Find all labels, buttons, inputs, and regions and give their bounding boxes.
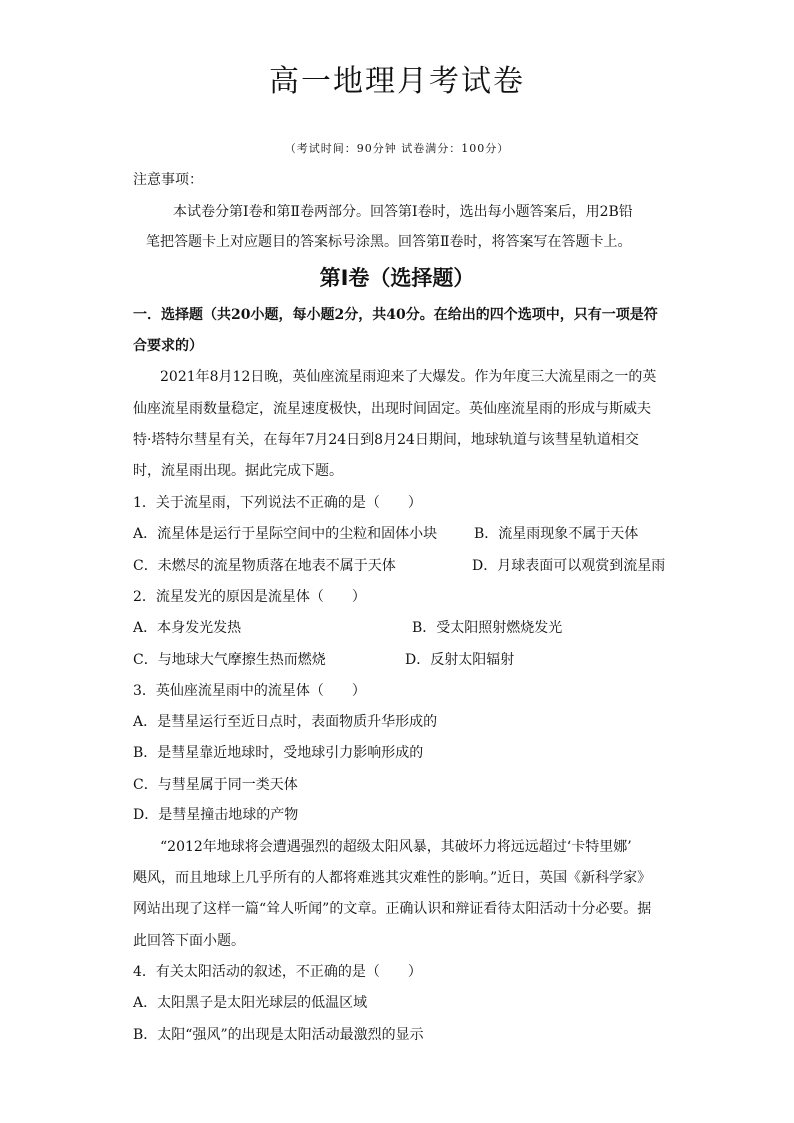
q1-option-a: A．流星体是运行于星际空间中的尘粒和固体小块 [133, 526, 438, 542]
passage1-line-2: 仙座流星雨数量稳定，流星速度极快，出现时间固定。英仙座流星雨的形成与斯威夫 [133, 401, 651, 417]
q3-option-a: A．是彗星运行至近日点时，表面物质升华形成的 [133, 714, 438, 730]
passage2-line-2: 飓风，而且地球上几乎所有的人都将难逃其灾难性的影响。”近日，英国《新科学家》 [133, 870, 652, 886]
section-title: 第Ⅰ卷（选择题） [319, 266, 475, 290]
q3-option-d: D．是彗星撞击地球的产物 [133, 807, 299, 823]
q1-option-b: B．流星雨现象不属于天体 [474, 526, 639, 542]
q1-option-c: C．未燃尽的流星物质落在地表不属于天体 [133, 558, 396, 574]
section-intro-line-1: 一．选择题（共20小题，每小题2分，共40分。在给出的四个选项中，只有一项是符 [133, 307, 658, 323]
notice-line-1: 本试卷分第Ⅰ卷和第Ⅱ卷两部分。回答第Ⅰ卷时，选出每小题答案后，用2B铅 [173, 204, 633, 220]
q1-stem: 1．关于流星雨，下列说法不正确的是（ ） [133, 495, 422, 511]
q2-option-d: D．反射太阳辐射 [405, 652, 515, 668]
q3-option-c: C．与彗星属于同一类天体 [133, 777, 298, 793]
passage2-line-4: 此回答下面小题。 [133, 933, 245, 949]
passage2-line-1: “2012年地球将会遭遇强烈的超级太阳风暴，其破坏力将远远超过‘卡特里娜’ [160, 839, 632, 855]
q2-option-b: B．受太阳照射燃烧发光 [412, 620, 563, 636]
passage1-line-4: 时，流星雨出现。据此完成下题。 [133, 463, 343, 479]
passage2-line-3: 网站出现了这样一篇“耸人听闻”的文章。正确认识和辩证看待太阳活动十分必要。据 [133, 901, 652, 917]
q3-stem: 3．英仙座流星雨中的流星体（ ） [133, 683, 366, 699]
q1-option-d: D．月球表面可以观赏到流星雨 [472, 558, 666, 574]
page-title: 高一地理月考试卷 [269, 64, 525, 99]
q4-option-a: A．太阳黑子是太阳光球层的低温区域 [133, 995, 368, 1011]
exam-info: （考试时间：90分钟 试卷满分：100分） [284, 142, 510, 155]
q2-option-a: A．本身发光发热 [133, 620, 242, 636]
q4-option-b: B．太阳“强风”的出现是太阳活动最激烈的显示 [133, 1027, 424, 1043]
passage1-line-1: 2021年8月12日晚，英仙座流星雨迎来了大爆发。作为年度三大流星雨之一的英 [160, 369, 657, 385]
passage1-line-3: 特·塔特尔彗星有关，在每年7月24日到8月24日期间，地球轨道与该彗星轨道相交 [133, 432, 639, 448]
q3-option-b: B．是彗星靠近地球时，受地球引力影响形成的 [133, 745, 424, 761]
q4-stem: 4．有关太阳活动的叙述，不正确的是（ ） [133, 964, 422, 980]
q2-option-c: C．与地球大气摩擦生热而燃烧 [133, 652, 326, 668]
q2-stem: 2．流星发光的原因是流星体（ ） [133, 589, 366, 605]
notice-heading: 注意事项： [133, 172, 203, 188]
notice-line-2: 笔把答题卡上对应题目的答案标号涂黑。回答第Ⅱ卷时，将答案写在答题卡上。 [146, 234, 632, 250]
section-intro-line-2: 合要求的） [133, 338, 203, 354]
